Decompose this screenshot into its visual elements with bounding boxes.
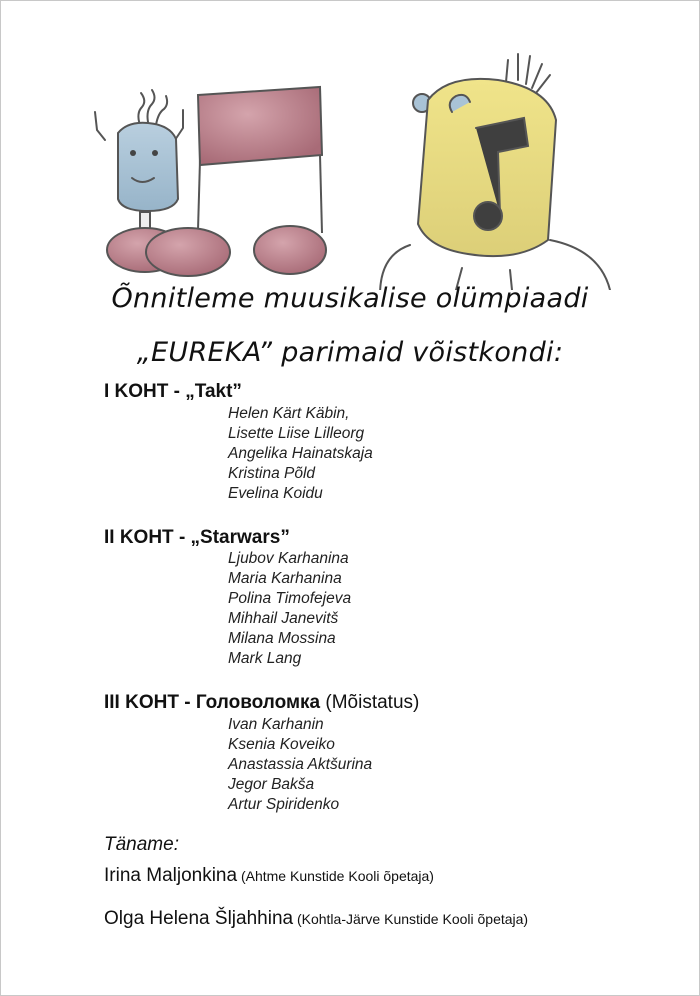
- thanks-person-name: Irina Maljonkina: [104, 865, 238, 886]
- team-1-members: [228, 404, 373, 504]
- thanks-person-role: (Ahtme Kunstide Kooli õpetaja): [237, 868, 434, 884]
- list-item: Anastassia Aktšurina: [228, 756, 373, 773]
- list-item: Mihhail Janevitš: [228, 610, 339, 627]
- team-3-note: (Mõistatus): [320, 692, 420, 713]
- team-3-title: [104, 692, 419, 714]
- team-2-place: II KOHT - „Starwars”: [104, 527, 290, 548]
- list-item: Angelika Hainatskaja: [228, 445, 373, 462]
- thanks-label: Täname:: [104, 834, 179, 855]
- list-item: Polina Timofejeva: [228, 590, 352, 607]
- team-3-members: [228, 715, 372, 815]
- list-item: Helen Kärt Käbin,: [228, 405, 350, 422]
- congrats-heading: Õnnitleme muusikalise olümpiaadi: [111, 283, 589, 314]
- team-1-place: I KOHT - „Takt”: [104, 381, 242, 402]
- thanks-person-1: [104, 865, 434, 887]
- yellow-character-figure: [380, 54, 610, 290]
- list-item: Evelina Koidu: [228, 485, 323, 502]
- team-1-title: [104, 381, 242, 403]
- list-item: Ksenia Koveiko: [228, 736, 335, 753]
- list-item: Kristina Põld: [228, 465, 316, 482]
- list-item: Artur Spiridenko: [228, 796, 340, 813]
- thanks-person-role: (Kohtla-Järve Kunstide Kooli õpetaja): [293, 911, 529, 927]
- list-item: Milana Mossina: [228, 630, 336, 647]
- team-2-title: [104, 527, 290, 549]
- thanks-person-2: [104, 908, 528, 930]
- thanks-person-name: Olga Helena Šljahhina: [104, 908, 294, 929]
- list-item: Lisette Liise Lilleorg: [228, 425, 365, 442]
- list-item: Ljubov Karhanina: [228, 550, 349, 567]
- music-characters-illustration: [80, 40, 640, 290]
- list-item: Jegor Bakša: [228, 776, 315, 793]
- list-item: Mark Lang: [228, 650, 302, 667]
- list-item: Maria Karhanina: [228, 570, 342, 587]
- list-item: Ivan Karhanin: [228, 716, 324, 733]
- team-3-place: III KOHT - Головоломка: [104, 692, 321, 713]
- olympiad-heading: „EUREKA” parimaid võistkondi:: [136, 337, 564, 368]
- team-2-members: [228, 549, 351, 669]
